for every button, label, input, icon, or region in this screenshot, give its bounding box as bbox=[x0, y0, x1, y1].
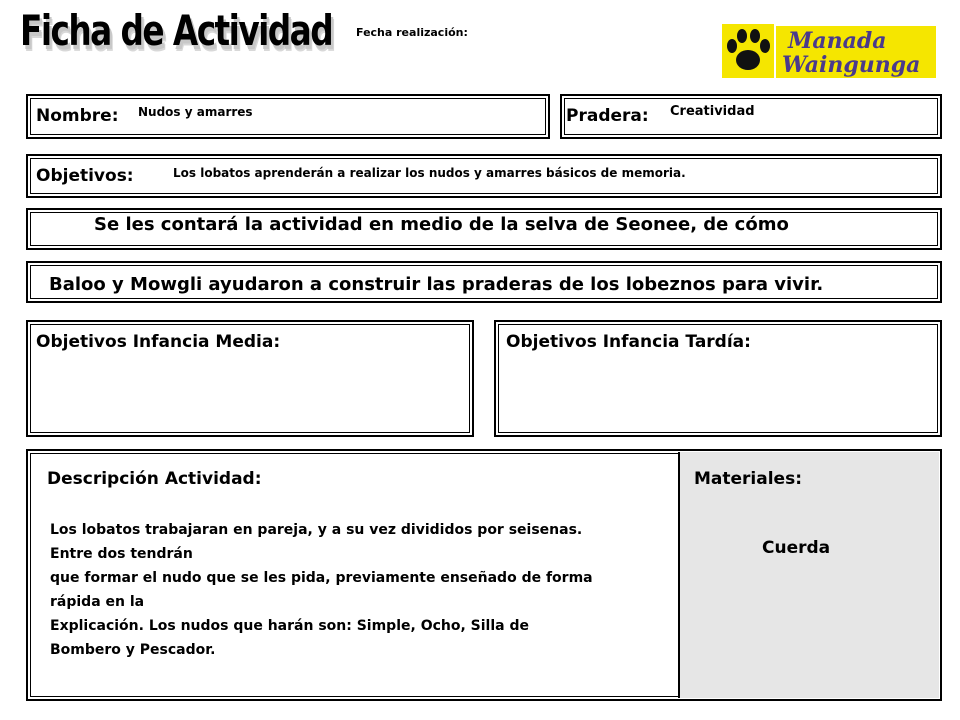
materiales-value: Cuerda bbox=[762, 538, 831, 558]
logo-line2: Waingunga bbox=[782, 52, 921, 78]
descripcion-text bbox=[50, 518, 658, 662]
nombre-label: Nombre: bbox=[36, 106, 119, 126]
objetivos-label: Objetivos: bbox=[36, 166, 134, 186]
materiales-label: Materiales: bbox=[694, 469, 803, 489]
paw-logo-icon bbox=[718, 22, 940, 80]
story-line-1: Se les contará la actividad en medio de la selva de Seonee, de cómo bbox=[94, 214, 789, 235]
pradera-value: Creatividad bbox=[670, 104, 755, 119]
page-title: Ficha de Actividad bbox=[20, 6, 333, 55]
nombre-value: Nudos y amarres bbox=[138, 105, 253, 119]
story-line-2: Baloo y Mowgli ayudaron a construir las praderas de los lobeznos para vivir. bbox=[49, 274, 824, 295]
pradera-label: Pradera: bbox=[566, 106, 649, 126]
fecha-label: Fecha realización: bbox=[356, 26, 468, 39]
logo bbox=[718, 22, 940, 80]
infancia-tardia-label: Objetivos Infancia Tardía: bbox=[506, 332, 751, 352]
logo-line1: Manada bbox=[788, 28, 887, 54]
descripcion-line: Entre dos tendrán bbox=[50, 546, 193, 562]
descripcion-line: Explicación. Los nudos que harán son: Simple, Ocho, Silla de bbox=[50, 618, 529, 634]
descripcion-line: Los lobatos trabajaran en pareja, y a su vez divididos por seisenas. bbox=[50, 522, 583, 538]
descripcion-label: Descripción Actividad: bbox=[47, 469, 262, 489]
infancia-media-label: Objetivos Infancia Media: bbox=[36, 332, 281, 352]
descripcion-line: que formar el nudo que se les pida, previamente enseñado de forma bbox=[50, 570, 593, 586]
descripcion-line: rápida en la bbox=[50, 594, 145, 610]
descripcion-line: Bombero y Pescador. bbox=[50, 642, 216, 658]
objetivos-value: Los lobatos aprenderán a realizar los nudos y amarres básicos de memoria. bbox=[173, 166, 686, 180]
